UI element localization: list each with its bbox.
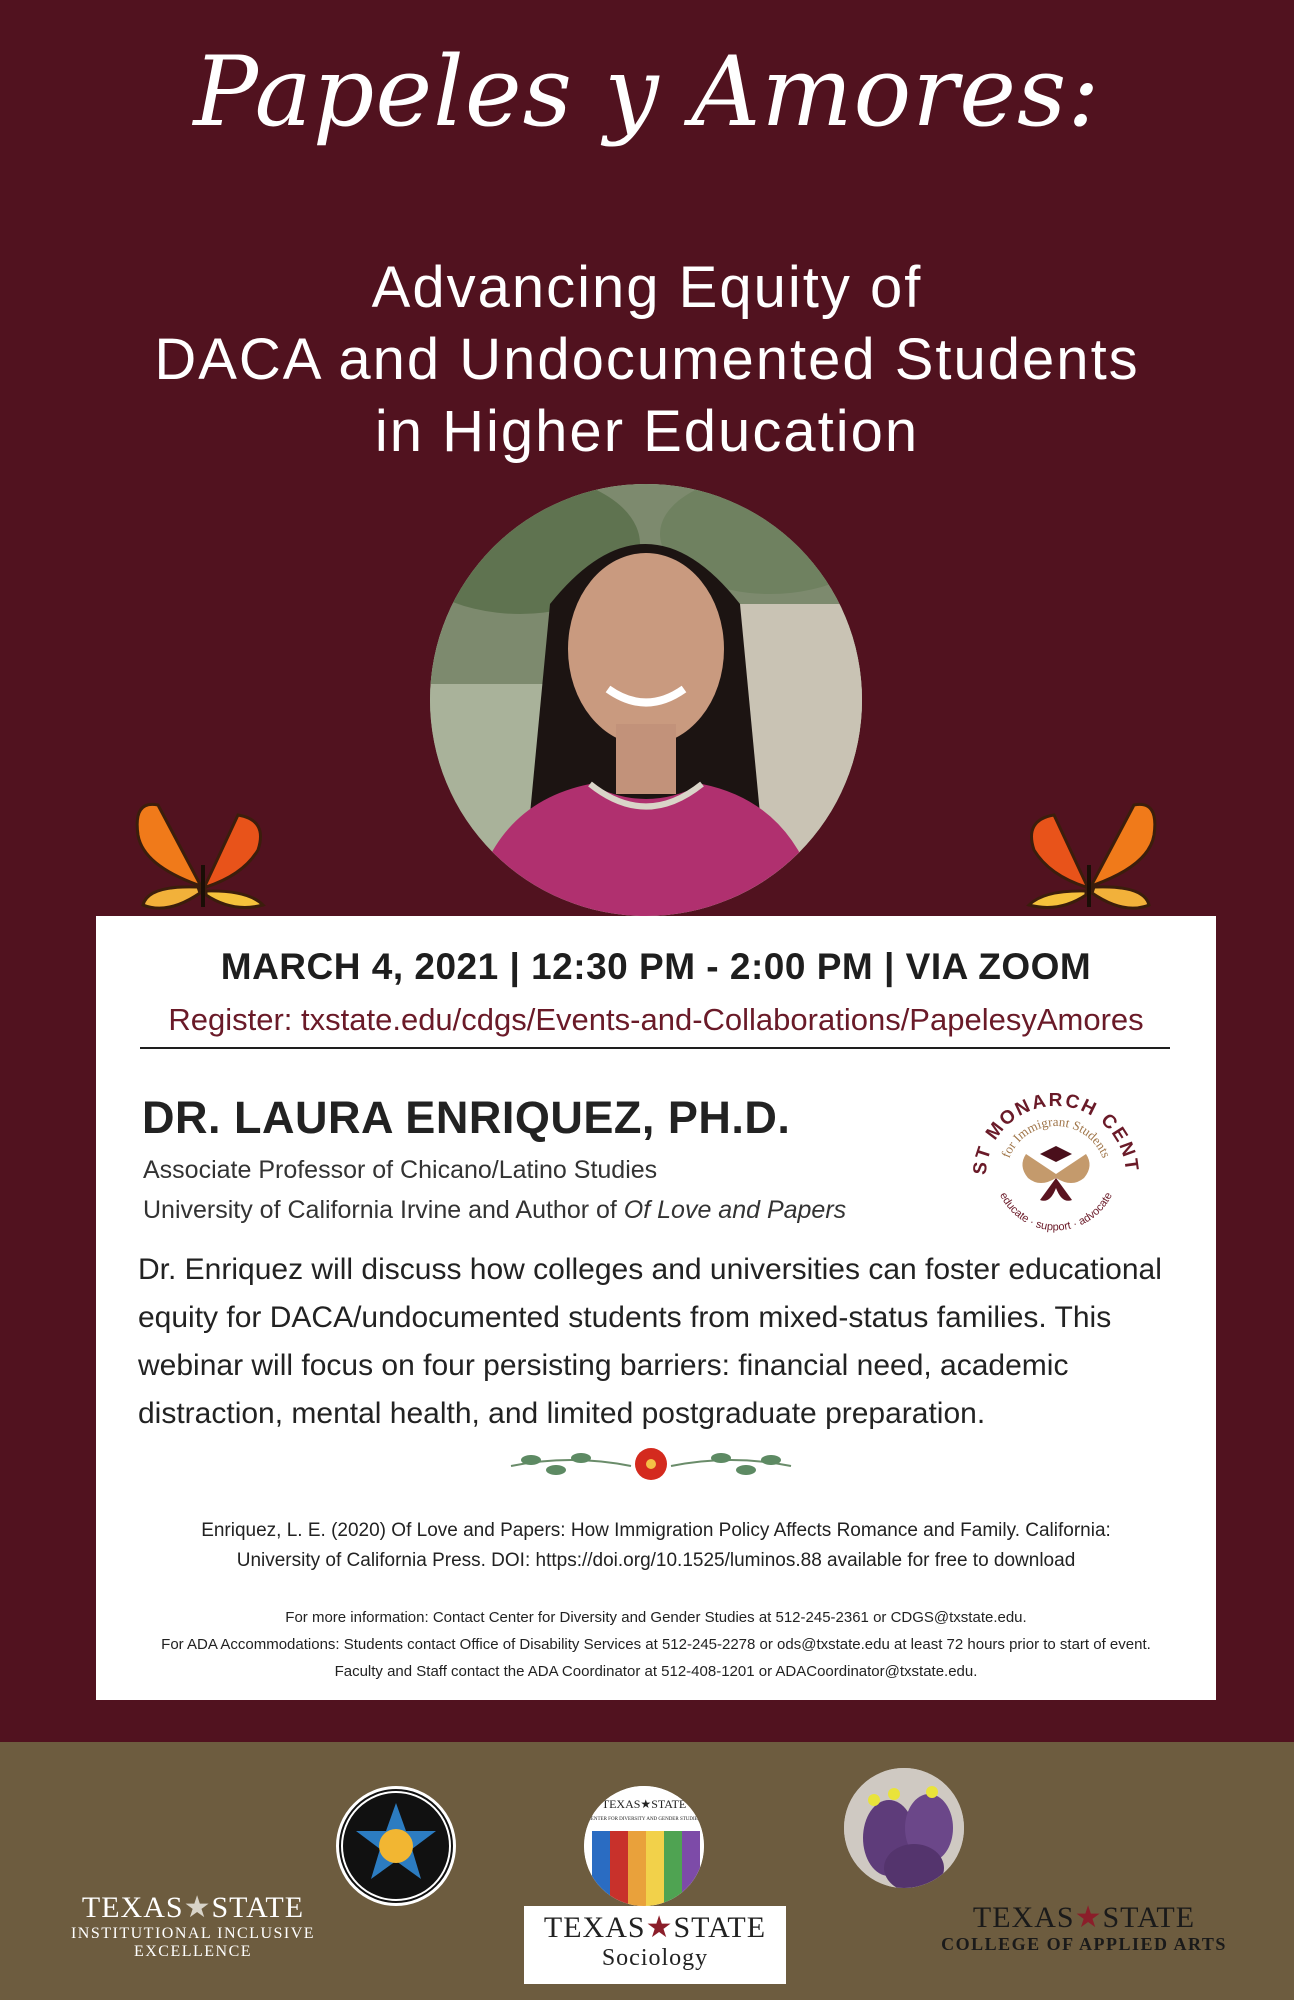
subtitle-line: in Higher Education [374,399,920,464]
logo-brand-b: STATE [211,1891,305,1924]
monarch-arc-top: ST MONARCH CENT [969,1089,1143,1176]
cdgs-seal [584,1786,704,1906]
logo-unit: INSTITUTIONAL INCLUSIVE [70,1925,316,1942]
contact-info [106,1604,1206,1685]
citation-line: University of California Press. DOI: https://doi.org/10.1525/luminos.88 available for free to download [236,1550,1076,1571]
speaker-portrait [430,484,862,916]
script-title: Papeles y Amores: [193,36,1101,148]
book-title: Of Love and Papers [623,1196,847,1224]
register-link[interactable]: Register: txstate.edu/cdgs/Events-and-Collaborations/PapelesyAmores [168,1002,1144,1037]
logo-brand-a: TEXAS [972,1901,1075,1934]
logo-brand-a: TEXAS [81,1891,184,1924]
monarch-butterfly-icon [1022,1146,1089,1201]
event-card [96,916,1216,1700]
txst-inclusive-excellence-logo [48,1890,338,1961]
cdgs-seal-text: CENTER FOR DIVERSITY AND GENDER STUDIES [587,1817,701,1822]
logo-brand [524,1910,786,1945]
star-icon: ★ [1074,1901,1103,1934]
info-line: For ADA Accommodations: Students contact Office of Disability Services at 512-245-2278 or ods@txstate.edu at least 72 hours prior to start of event. [161,1636,1151,1653]
txst-sociology-logo [524,1906,786,1984]
event-details: MARCH 4, 2021 | 12:30 PM - 2:00 PM | VIA ZOOM [220,946,1092,987]
info-line: For more information: Contact Center for Diversity and Gender Studies at 512-245-2361 or CDGS@txstate.edu. [285,1609,1027,1626]
logo-brand-b: STATE [673,1911,767,1944]
butterfly-icon [1014,795,1164,920]
info-line: Faculty and Staff contact the ADA Coordinator at 512-408-1201 or ADACoordinator@txstate.edu. [334,1663,978,1680]
speaker-affiliation [143,1190,846,1230]
logo-unit: Sociology [601,1945,709,1971]
speaker-role [143,1150,846,1230]
txst-applied-arts-logo [928,1900,1240,1953]
monarch-center-logo [956,1066,1156,1266]
sponsor-seal-emblem [336,1786,456,1906]
event-description: Dr. Enriquez will discuss how colleges and universities can foster educational equity for DACA/undocumented students from mixed-status families. This webinar will focus on four persisting barriers: financial need, academic distraction, mental health, and limited postgraduate preparation. [138,1253,1162,1430]
subtitle-line: Advancing Equity of [371,255,923,320]
logo-brand [928,1900,1240,1935]
cactus-seal [844,1768,964,1888]
monarch-arc-inner: for Immigrant Students [997,1113,1114,1160]
butterfly-icon [128,795,278,920]
affiliation-text: University of California Irvine and Author of [143,1196,624,1224]
flower-ornament-icon [501,1444,801,1484]
speaker-title: Associate Professor of Chicano/Latino Studies [143,1156,658,1184]
citation-line: Enriquez, L. E. (2020) Of Love and Papers: How Immigration Policy Affects Romance and Family. California: [201,1520,1111,1541]
logo-unit: EXCELLENCE [133,1943,253,1960]
cdgs-seal-title: TEXAS★STATE [601,1797,687,1811]
logo-brand-a: TEXAS [543,1911,646,1944]
divider-rule [140,1047,1170,1049]
event-subtitle [0,252,1294,468]
logo-unit: COLLEGE OF APPLIED ARTS [941,1934,1227,1954]
star-icon: ★ [645,1911,674,1944]
logo-brand [48,1890,338,1925]
logo-brand-b: STATE [1102,1901,1196,1934]
star-icon: ★ [183,1891,212,1924]
monarch-arc-bottom: educate · support · advocate [997,1190,1115,1234]
citation [136,1516,1176,1576]
svg-text:educate · support · advocate [997,1191,1115,1234]
speaker-name: DR. LAURA ENRIQUEZ, PH.D. [142,1092,791,1143]
subtitle-line: DACA and Undocumented Students [154,327,1140,392]
